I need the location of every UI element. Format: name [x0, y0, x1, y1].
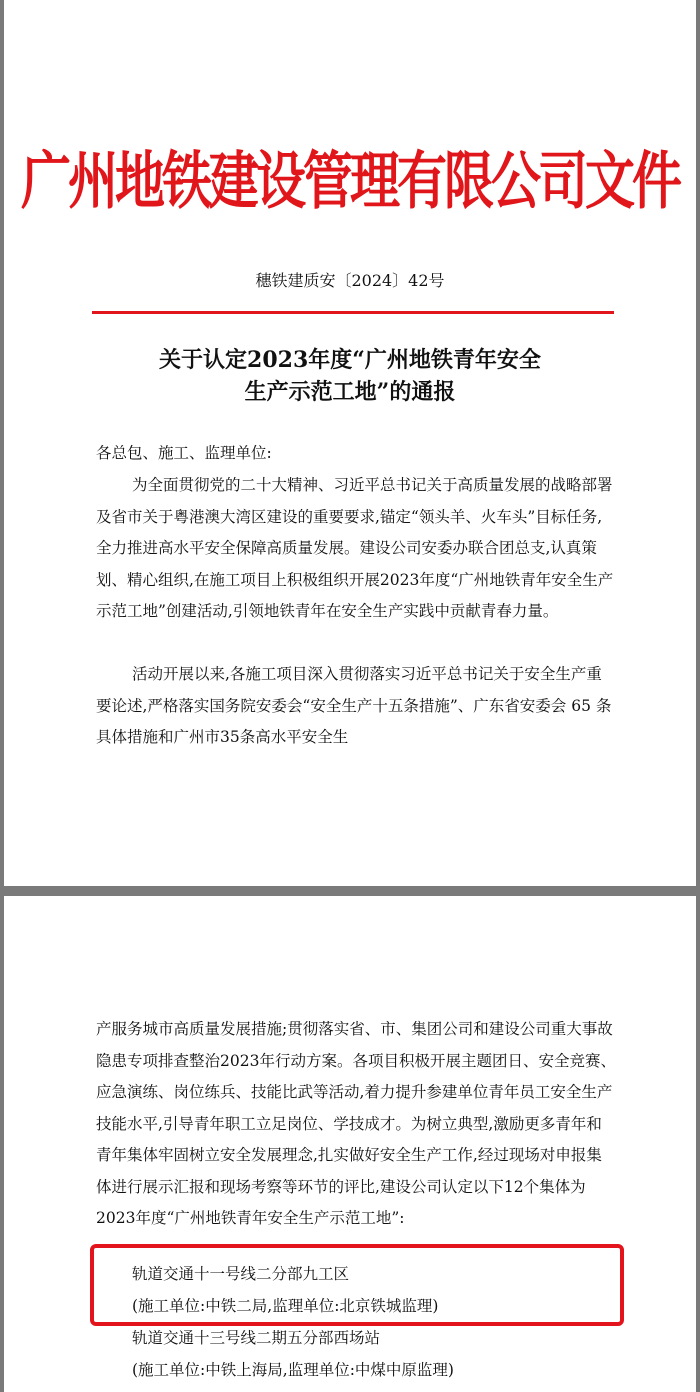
- notice-title: [4, 344, 696, 408]
- list-item-detail: (施工单位:中铁二局,监理单位:北京铁城监理): [132, 1297, 439, 1315]
- highlight-box: [90, 1244, 624, 1326]
- body-paragraph-1: 为全面贯彻党的二十大精神、习近平总书记关于高质量发展的战略部署及省市关于粤港澳大湾区建设的重要要求,锚定“领头羊、火车头”目标任务,全力推进高水平安全保障高质量发展。建设公司安委办联合团总支,认真策划、精心组织,在施工项目上积极组织开展2023年度“广州地铁青年安全生产示范工地”创建活动,引领地铁青年在安全生产实践中贡献青春力量。: [96, 476, 614, 620]
- list-item-name: 轨道交通十一号线二分部九工区: [132, 1265, 350, 1283]
- list-item-name: 轨道交通十三号线二期五分部西场站: [132, 1329, 381, 1347]
- notice-title-line1: 关于认定2023年度“广州地铁青年安全: [159, 347, 541, 373]
- list-item-detail: (施工单位:中铁上海局,监理单位:中煤中原监理): [132, 1361, 454, 1379]
- org-header-title: 广州地铁建设管理有限公司文件: [21, 144, 679, 218]
- body-paragraph-2: 活动开展以来,各施工项目深入贯彻落实习近平总书记关于安全生产重要论述,严格落实国务院安委会“安全生产十五条措施”、广东省安委会 65 条具体措施和广州市35条高水平安全生: [96, 665, 612, 746]
- body-paragraph-continued: 产服务城市高质量发展措施;贯彻落实省、市、集团公司和建设公司重大事故隐患专项排查整治2023年行动方案。各项目积极开展主题团日、安全竞赛、应急演练、岗位练兵、技能比武等活动,着力提升参建单位青年员工安全生产技能水平,引导青年职工立足岗位、学技成才。为树立典型,激励更多青年和青年集体牢固树立安全发展理念,扎实做好安全生产工作,经过现场对申报集体进行展示汇报和现场考察等环节的评比,建设公司认定以下12个集体为2023年度“广州地铁青年安全生产示范工地”:: [96, 1020, 616, 1227]
- red-divider-line: [92, 311, 614, 314]
- notice-title-line2: 生产示范工地”的通报: [244, 379, 456, 405]
- addressee: 各总包、施工、监理单位:: [96, 444, 272, 462]
- document-page-1: [4, 0, 696, 886]
- document-number: 穗铁建质安〔2024〕42号: [255, 271, 445, 290]
